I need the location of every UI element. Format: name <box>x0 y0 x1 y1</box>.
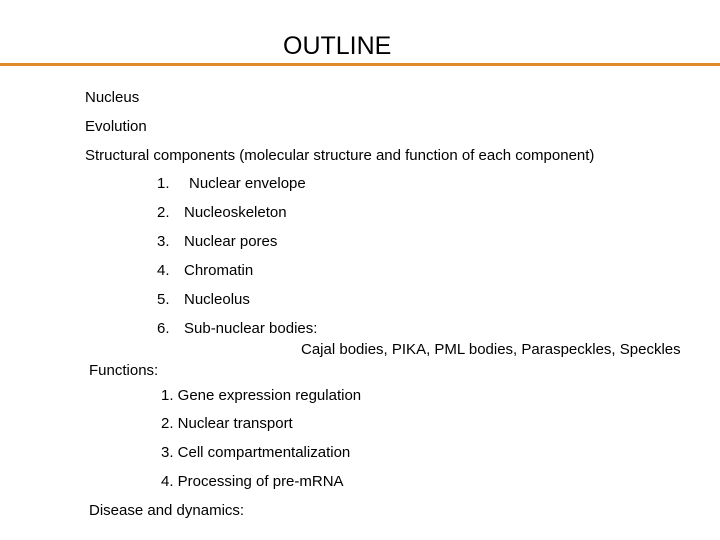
component-label: Chromatin <box>184 262 254 279</box>
component-number: 4. <box>157 262 170 279</box>
component-label: Nucleolus <box>184 291 250 308</box>
function-item: 3. Cell compartmentalization <box>161 444 351 461</box>
topic-structural-components: Structural components (molecular structure and function of each component) <box>85 147 595 164</box>
component-number: 5. <box>157 291 170 308</box>
title-underline <box>0 63 720 66</box>
component-item <box>157 291 250 309</box>
function-item: 2. Nuclear transport <box>161 415 293 432</box>
component-item <box>157 320 317 338</box>
component-number: 1. <box>157 175 170 192</box>
topic-nucleus: Nucleus <box>85 89 140 106</box>
component-number: 6. <box>157 320 170 337</box>
subnuclear-bodies-list: Cajal bodies, PIKA, PML bodies, Paraspeckles, Speckles <box>301 341 681 358</box>
topic-evolution: Evolution <box>85 118 147 135</box>
component-item <box>157 262 253 280</box>
slide-title: OUTLINE <box>283 32 392 60</box>
component-label: Sub-nuclear bodies: <box>184 320 318 337</box>
function-item: 1. Gene expression regulation <box>161 387 362 404</box>
component-item <box>157 204 287 222</box>
component-item <box>157 233 277 251</box>
disease-dynamics-heading: Disease and dynamics: <box>89 502 245 519</box>
component-label: Nucleoskeleton <box>184 204 287 221</box>
component-item <box>157 175 306 193</box>
component-label: Nuclear envelope <box>189 175 306 192</box>
component-number: 2. <box>157 204 170 221</box>
function-item: 4. Processing of pre-mRNA <box>161 473 344 490</box>
functions-heading: Functions: <box>89 362 159 379</box>
component-label: Nuclear pores <box>184 233 278 250</box>
component-number: 3. <box>157 233 170 250</box>
